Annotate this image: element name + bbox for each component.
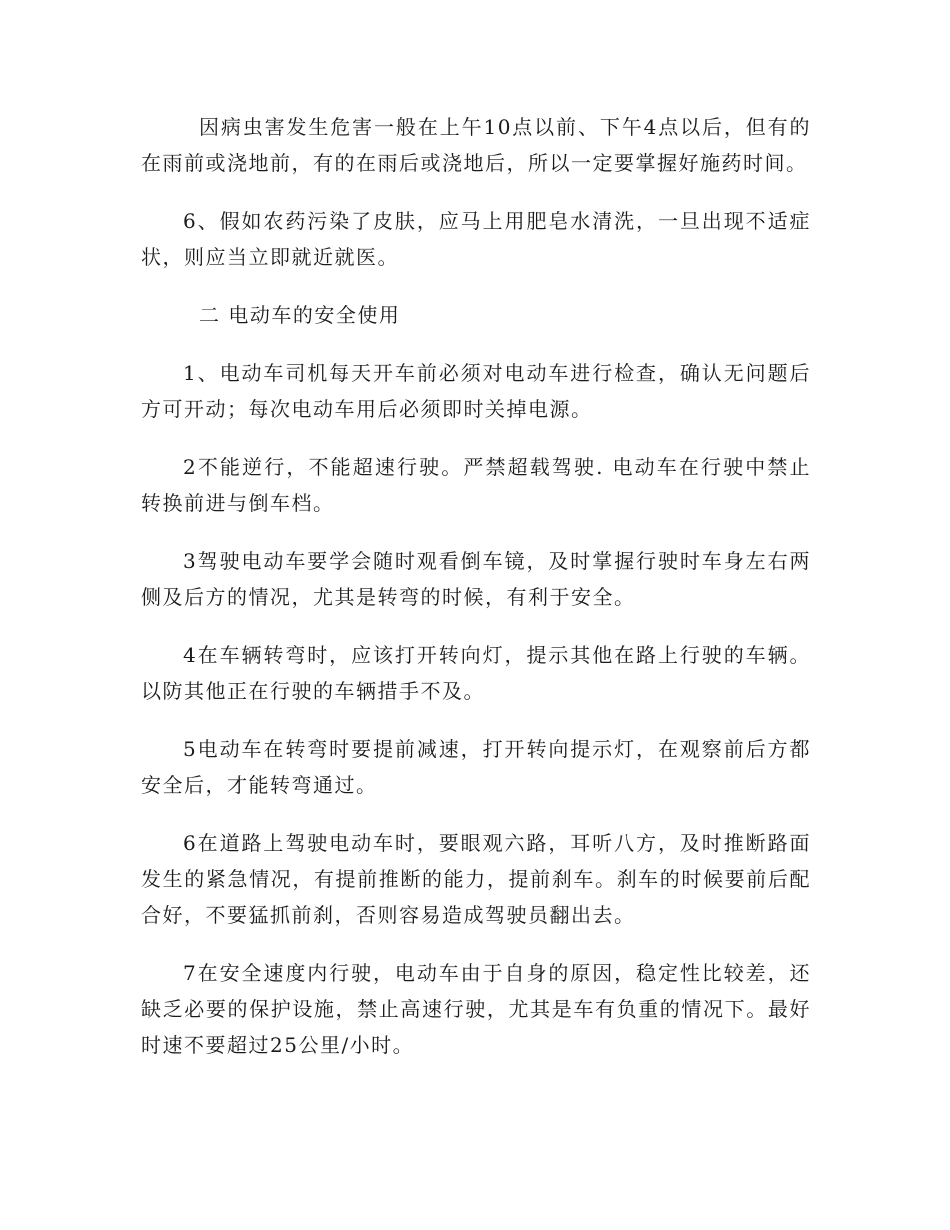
paragraph-ebike-rule-4: 4在车辆转弯时，应该打开转向灯，提示其他在路上行驶的车辆。以防其他正在行驶的车辆措手不及。 [141,643,811,703]
paragraph-ebike-rule-2: 2不能逆行，不能超速行驶。严禁超载驾驶. 电动车在行驶中禁止转换前进与倒车档。 [141,455,811,515]
paragraph-ebike-rule-5: 5电动车在转弯时要提前减速，打开转向提示灯，在观察前后方都安全后，才能转弯通过。 [141,737,811,797]
paragraph-ebike-rule-3: 3驾驶电动车要学会随时观看倒车镜，及时掌握行驶时车身左右两侧及后方的情况，尤其是转弯的时候，有利于安全。 [141,549,811,609]
paragraph-ebike-rule-1: 1、电动车司机每天开车前必须对电动车进行检查，确认无问题后方可开动；每次电动车用后必须即时关掉电源。 [141,361,811,421]
paragraph-skin-contamination: 6、假如农药污染了皮肤，应马上用肥皂水清洗，一旦出现不适症状，则应当立即就近就医。 [141,209,811,269]
document-body [141,109,811,1085]
section-heading-ebike-safety: 二 电动车的安全使用 [199,303,401,327]
paragraph-pesticide-timing: 因病虫害发生危害一般在上午10点以前、下午4点以后，但有的在雨前或浇地前，有的在雨后或浇地后，所以一定要掌握好施药时间。 [141,115,811,175]
paragraph-ebike-rule-7: 7在安全速度内行驶，电动车由于自身的原因，稳定性比较差，还缺乏必要的保护设施，禁止高速行驶，尤其是车有负重的情况下。最好时速不要超过25公里/小时。 [141,961,811,1057]
paragraph-ebike-rule-6: 6在道路上驾驶电动车时，要眼观六路，耳听八方，及时推断路面发生的紧急情况，有提前推断的能力，提前刹车。刹车的时候要前后配合好，不要猛抓前刹，否则容易造成驾驶员翻出去。 [141,831,811,927]
